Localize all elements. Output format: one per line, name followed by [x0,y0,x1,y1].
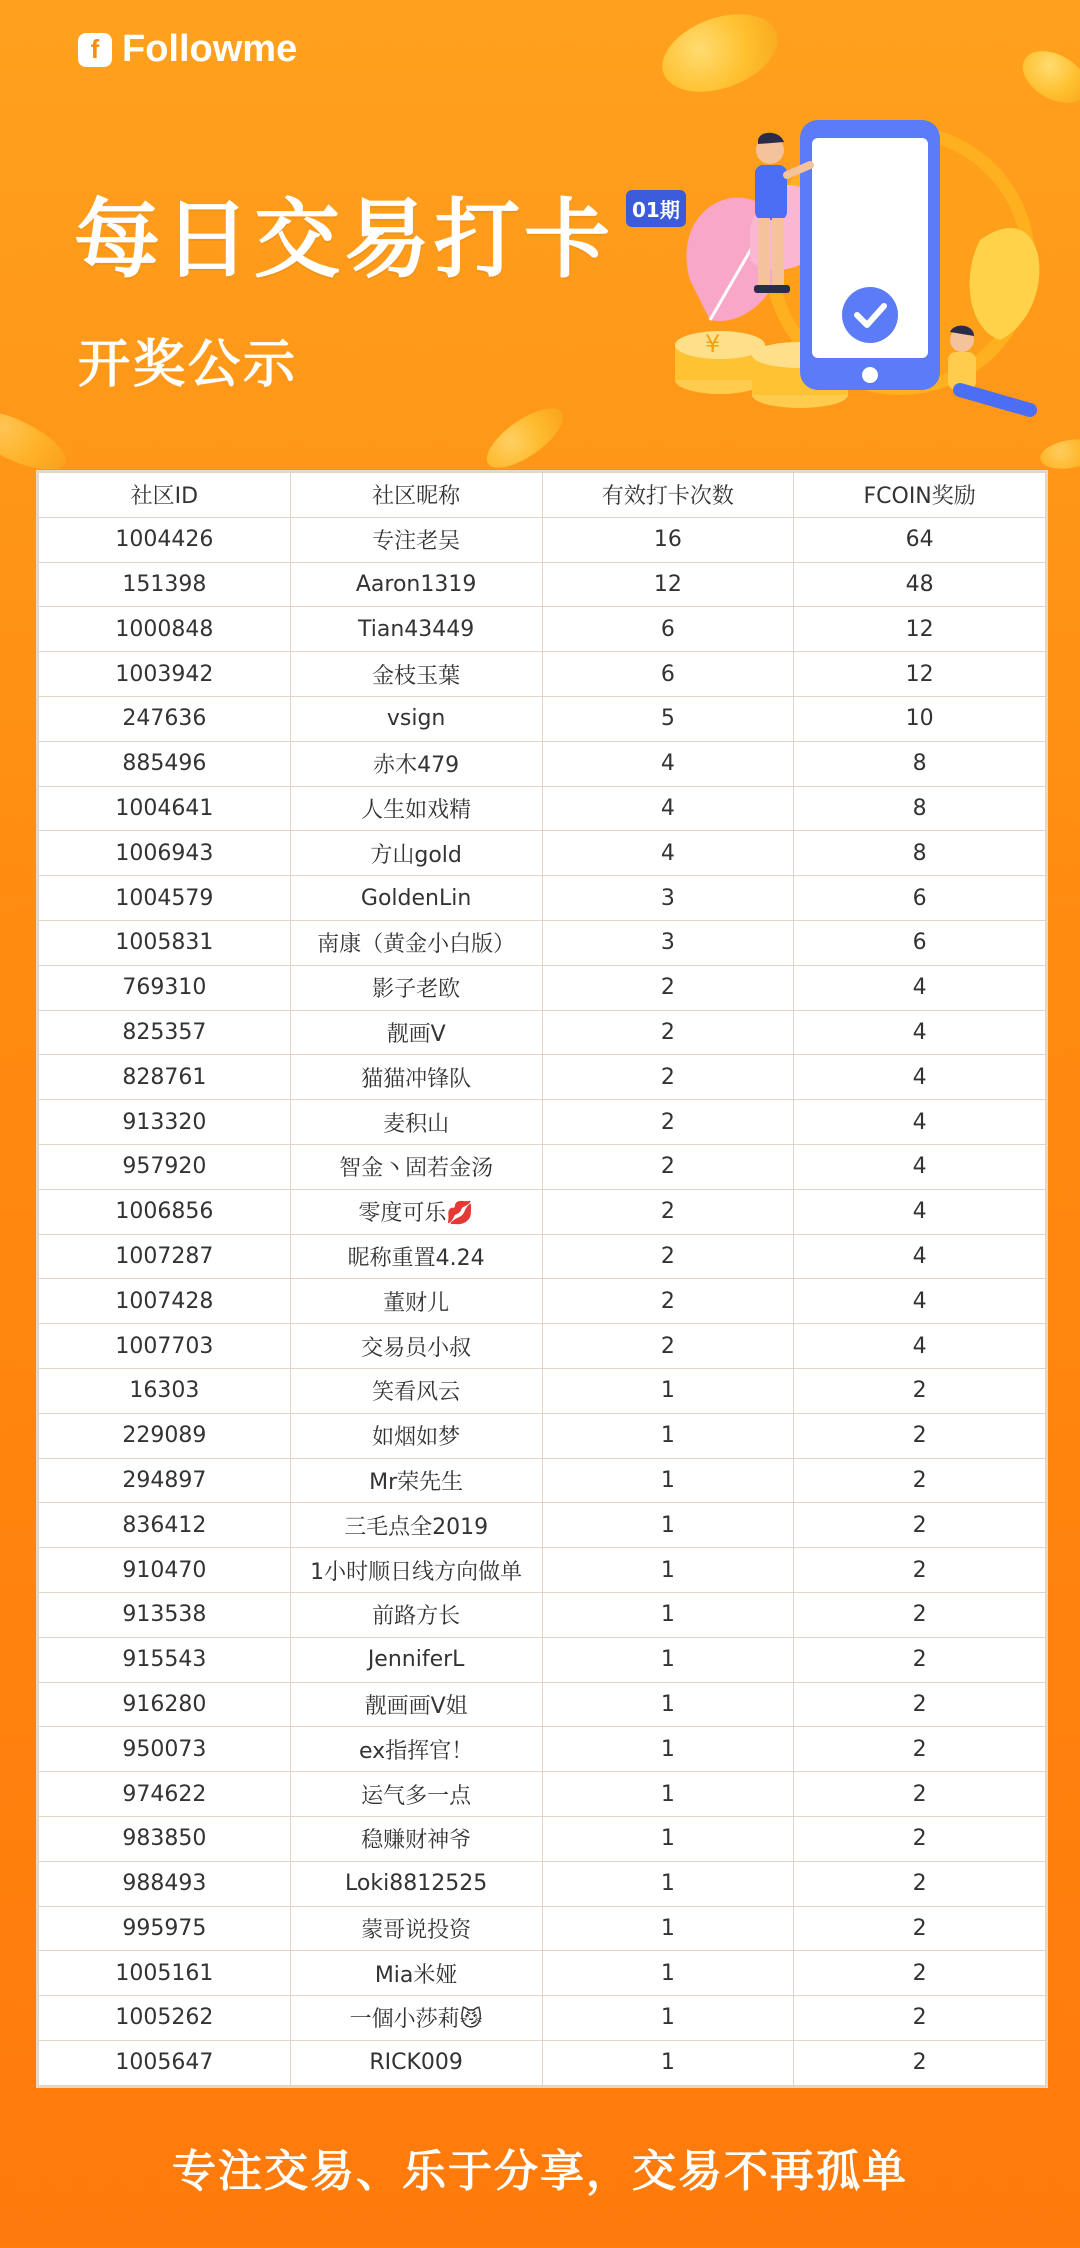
cell-id: 769310 [39,965,291,1010]
table-row [39,1727,1046,1772]
cell-id: 294897 [39,1458,291,1503]
cell-checkin-count: 1 [542,1458,794,1503]
cell-fcoin-reward: 2 [794,1413,1046,1458]
cell-id: 916280 [39,1682,291,1727]
cell-id: 1006856 [39,1189,291,1234]
cell-id: 915543 [39,1637,291,1682]
cell-fcoin-reward: 4 [794,1010,1046,1055]
table-row [39,1682,1046,1727]
cell-id: 1005262 [39,1996,291,2041]
cell-id: 885496 [39,741,291,786]
cell-fcoin-reward: 2 [794,1951,1046,1996]
cell-fcoin-reward: 2 [794,1682,1046,1727]
cell-nickname: 蒙哥说投资 [290,1906,542,1951]
cell-checkin-count: 1 [542,1592,794,1637]
table-row [39,1548,1046,1593]
cell-checkin-count: 5 [542,696,794,741]
cell-checkin-count: 2 [542,1100,794,1145]
cell-fcoin-reward: 2 [794,1727,1046,1772]
table-row [39,1772,1046,1817]
table-row [39,1637,1046,1682]
cell-fcoin-reward: 4 [794,1279,1046,1324]
cell-fcoin-reward: 48 [794,562,1046,607]
coin-decoration [1038,435,1080,473]
cell-id: 913320 [39,1100,291,1145]
title-block [74,170,686,294]
table-row [39,1503,1046,1548]
table-row [39,1861,1046,1906]
cell-fcoin-reward: 8 [794,831,1046,876]
page-title: 每日交易打卡 [74,190,614,290]
cell-checkin-count: 16 [542,517,794,562]
cell-nickname: vsign [290,696,542,741]
cell-checkin-count: 2 [542,1055,794,1100]
table-row [39,1234,1046,1279]
cell-nickname: Loki8812525 [290,1861,542,1906]
table-row [39,1100,1046,1145]
cell-nickname: 1小时顺日线方向做单 [290,1548,542,1593]
cell-checkin-count: 1 [542,1548,794,1593]
cell-nickname: 靓画V [290,1010,542,1055]
cell-nickname: GoldenLin [290,876,542,921]
cell-nickname: 稳赚财神爷 [290,1816,542,1861]
cell-fcoin-reward: 12 [794,652,1046,697]
table-row [39,1279,1046,1324]
cell-fcoin-reward: 2 [794,1458,1046,1503]
cell-nickname: 专注老吴 [290,517,542,562]
cell-id: 247636 [39,696,291,741]
cell-nickname: 一個小莎莉😼 [290,1996,542,2041]
header-nickname: 社区昵称 [290,473,542,518]
cell-nickname: 南康（黄金小白版） [290,920,542,965]
table-row [39,1996,1046,2041]
cell-id: 825357 [39,1010,291,1055]
table-row [39,920,1046,965]
table-row [39,1951,1046,1996]
coin-decoration [478,397,572,478]
cell-fcoin-reward: 4 [794,1324,1046,1369]
cell-id: 1003942 [39,652,291,697]
cell-checkin-count: 1 [542,1637,794,1682]
cell-checkin-count: 3 [542,876,794,921]
cell-checkin-count: 4 [542,741,794,786]
cell-nickname: 人生如戏精 [290,786,542,831]
table-row [39,1816,1046,1861]
cell-id: 1007287 [39,1234,291,1279]
cell-id: 836412 [39,1503,291,1548]
cell-fcoin-reward: 64 [794,517,1046,562]
cell-checkin-count: 6 [542,607,794,652]
illustration [650,110,1050,440]
cell-id: 1007703 [39,1324,291,1369]
cell-id: 950073 [39,1727,291,1772]
cell-checkin-count: 6 [542,652,794,697]
cell-fcoin-reward: 2 [794,1368,1046,1413]
cell-fcoin-reward: 2 [794,1996,1046,2041]
cell-checkin-count: 3 [542,920,794,965]
cell-checkin-count: 1 [542,1413,794,1458]
cell-fcoin-reward: 2 [794,2040,1046,2085]
cell-nickname: 三毛点全2019 [290,1503,542,1548]
brand-logo [78,28,297,71]
leaf-icon [970,228,1040,340]
cell-checkin-count: 1 [542,1996,794,2041]
cell-nickname: 金枝玉葉 [290,652,542,697]
coin-decoration [1014,40,1080,113]
table-row [39,562,1046,607]
cell-nickname: RICK009 [290,2040,542,2085]
cell-id: 1005831 [39,920,291,965]
cell-fcoin-reward: 4 [794,1055,1046,1100]
cell-id: 1005161 [39,1951,291,1996]
cell-checkin-count: 1 [542,1951,794,1996]
cell-fcoin-reward: 2 [794,1906,1046,1951]
cell-checkin-count: 1 [542,1503,794,1548]
table-row [39,786,1046,831]
cell-id: 910470 [39,1548,291,1593]
cell-id: 1004426 [39,517,291,562]
cell-checkin-count: 1 [542,1682,794,1727]
header-checkin-count: 有效打卡次数 [542,473,794,518]
cell-nickname: Tian43449 [290,607,542,652]
cell-id: 1004641 [39,786,291,831]
cell-checkin-count: 4 [542,786,794,831]
table-header-row [39,473,1046,518]
cell-checkin-count: 2 [542,965,794,1010]
cell-id: 229089 [39,1413,291,1458]
cell-fcoin-reward: 4 [794,1189,1046,1234]
table-row [39,741,1046,786]
brand-name: Followme [122,28,298,70]
cell-checkin-count: 1 [542,1861,794,1906]
cell-fcoin-reward: 2 [794,1772,1046,1817]
cell-id: 1006943 [39,831,291,876]
cell-id: 995975 [39,1906,291,1951]
header-id: 社区ID [39,473,291,518]
cell-nickname: JenniferL [290,1637,542,1682]
table-row [39,2040,1046,2085]
cell-fcoin-reward: 2 [794,1816,1046,1861]
cell-id: 828761 [39,1055,291,1100]
cell-checkin-count: 1 [542,1772,794,1817]
table-row [39,1144,1046,1189]
cell-checkin-count: 1 [542,1906,794,1951]
table-row [39,696,1046,741]
cell-nickname: Mia米娅 [290,1951,542,1996]
cell-checkin-count: 12 [542,562,794,607]
cell-checkin-count: 2 [542,1279,794,1324]
cell-fcoin-reward: 6 [794,876,1046,921]
cell-id: 1005647 [39,2040,291,2085]
cell-nickname: 前路方长 [290,1592,542,1637]
cell-nickname: 零度可乐💋 [290,1189,542,1234]
cell-fcoin-reward: 8 [794,741,1046,786]
cell-fcoin-reward: 12 [794,607,1046,652]
cell-fcoin-reward: 4 [794,1144,1046,1189]
cell-checkin-count: 1 [542,2040,794,2085]
cell-fcoin-reward: 4 [794,1100,1046,1145]
cell-id: 957920 [39,1144,291,1189]
cell-checkin-count: 2 [542,1010,794,1055]
table-row [39,1906,1046,1951]
cell-nickname: 麦积山 [290,1100,542,1145]
cell-nickname: 运气多一点 [290,1772,542,1817]
cell-nickname: 昵称重置4.24 [290,1234,542,1279]
cell-id: 1000848 [39,607,291,652]
cell-fcoin-reward: 6 [794,920,1046,965]
results-table [36,470,1048,2088]
cell-checkin-count: 2 [542,1324,794,1369]
cell-nickname: ex指挥官！ [290,1727,542,1772]
cell-fcoin-reward: 2 [794,1548,1046,1593]
table-row [39,652,1046,697]
cell-id: 974622 [39,1772,291,1817]
table-row [39,831,1046,876]
cell-nickname: 交易员小叔 [290,1324,542,1369]
table-row [39,1324,1046,1369]
table-row [39,965,1046,1010]
cell-id: 16303 [39,1368,291,1413]
cell-id: 988493 [39,1861,291,1906]
cell-nickname: 如烟如梦 [290,1413,542,1458]
cell-nickname: 靓画画V姐 [290,1682,542,1727]
cell-checkin-count: 2 [542,1234,794,1279]
cell-id: 151398 [39,562,291,607]
cell-fcoin-reward: 10 [794,696,1046,741]
cell-fcoin-reward: 2 [794,1503,1046,1548]
table-row [39,1413,1046,1458]
checkmark-icon [842,287,898,343]
cell-fcoin-reward: 2 [794,1637,1046,1682]
cell-checkin-count: 2 [542,1144,794,1189]
cell-nickname: 影子老欧 [290,965,542,1010]
header-fcoin-reward: FCOIN奖励 [794,473,1046,518]
cell-id: 983850 [39,1816,291,1861]
cell-fcoin-reward: 2 [794,1592,1046,1637]
table-row [39,876,1046,921]
cell-checkin-count: 2 [542,1189,794,1234]
coin-decoration [0,399,73,482]
cell-fcoin-reward: 4 [794,1234,1046,1279]
cell-checkin-count: 1 [542,1816,794,1861]
cell-nickname: 智金丶固若金汤 [290,1144,542,1189]
cell-fcoin-reward: 2 [794,1861,1046,1906]
page-subtitle: 开奖公示 [78,335,299,395]
cell-checkin-count: 4 [542,831,794,876]
cell-checkin-count: 1 [542,1727,794,1772]
table-row [39,1458,1046,1503]
issue-badge: 01期 [626,190,686,227]
cell-nickname: Aaron1319 [290,562,542,607]
cell-nickname: 笑看风云 [290,1368,542,1413]
table-row [39,1592,1046,1637]
phone-icon [800,120,940,390]
cell-nickname: 董财儿 [290,1279,542,1324]
table-body [39,517,1046,2085]
table-row [39,1010,1046,1055]
cell-id: 1007428 [39,1279,291,1324]
cell-fcoin-reward: 8 [794,786,1046,831]
cell-checkin-count: 1 [542,1368,794,1413]
table-row [39,607,1046,652]
cell-nickname: 方山gold [290,831,542,876]
table-row [39,517,1046,562]
cell-fcoin-reward: 4 [794,965,1046,1010]
results-table-grid [38,472,1046,2086]
cell-nickname: 赤木479 [290,741,542,786]
footer-slogan: 专注交易、乐于分享，交易不再孤单 [172,2146,908,2197]
cell-id: 913538 [39,1592,291,1637]
table-row [39,1368,1046,1413]
cell-nickname: Mr荣先生 [290,1458,542,1503]
cell-id: 1004579 [39,876,291,921]
coin-decoration [652,0,789,106]
table-row [39,1189,1046,1234]
table-row [39,1055,1046,1100]
svg-text:¥: ¥ [705,330,721,358]
cell-nickname: 猫猫冲锋队 [290,1055,542,1100]
logo-icon: f [78,33,112,67]
